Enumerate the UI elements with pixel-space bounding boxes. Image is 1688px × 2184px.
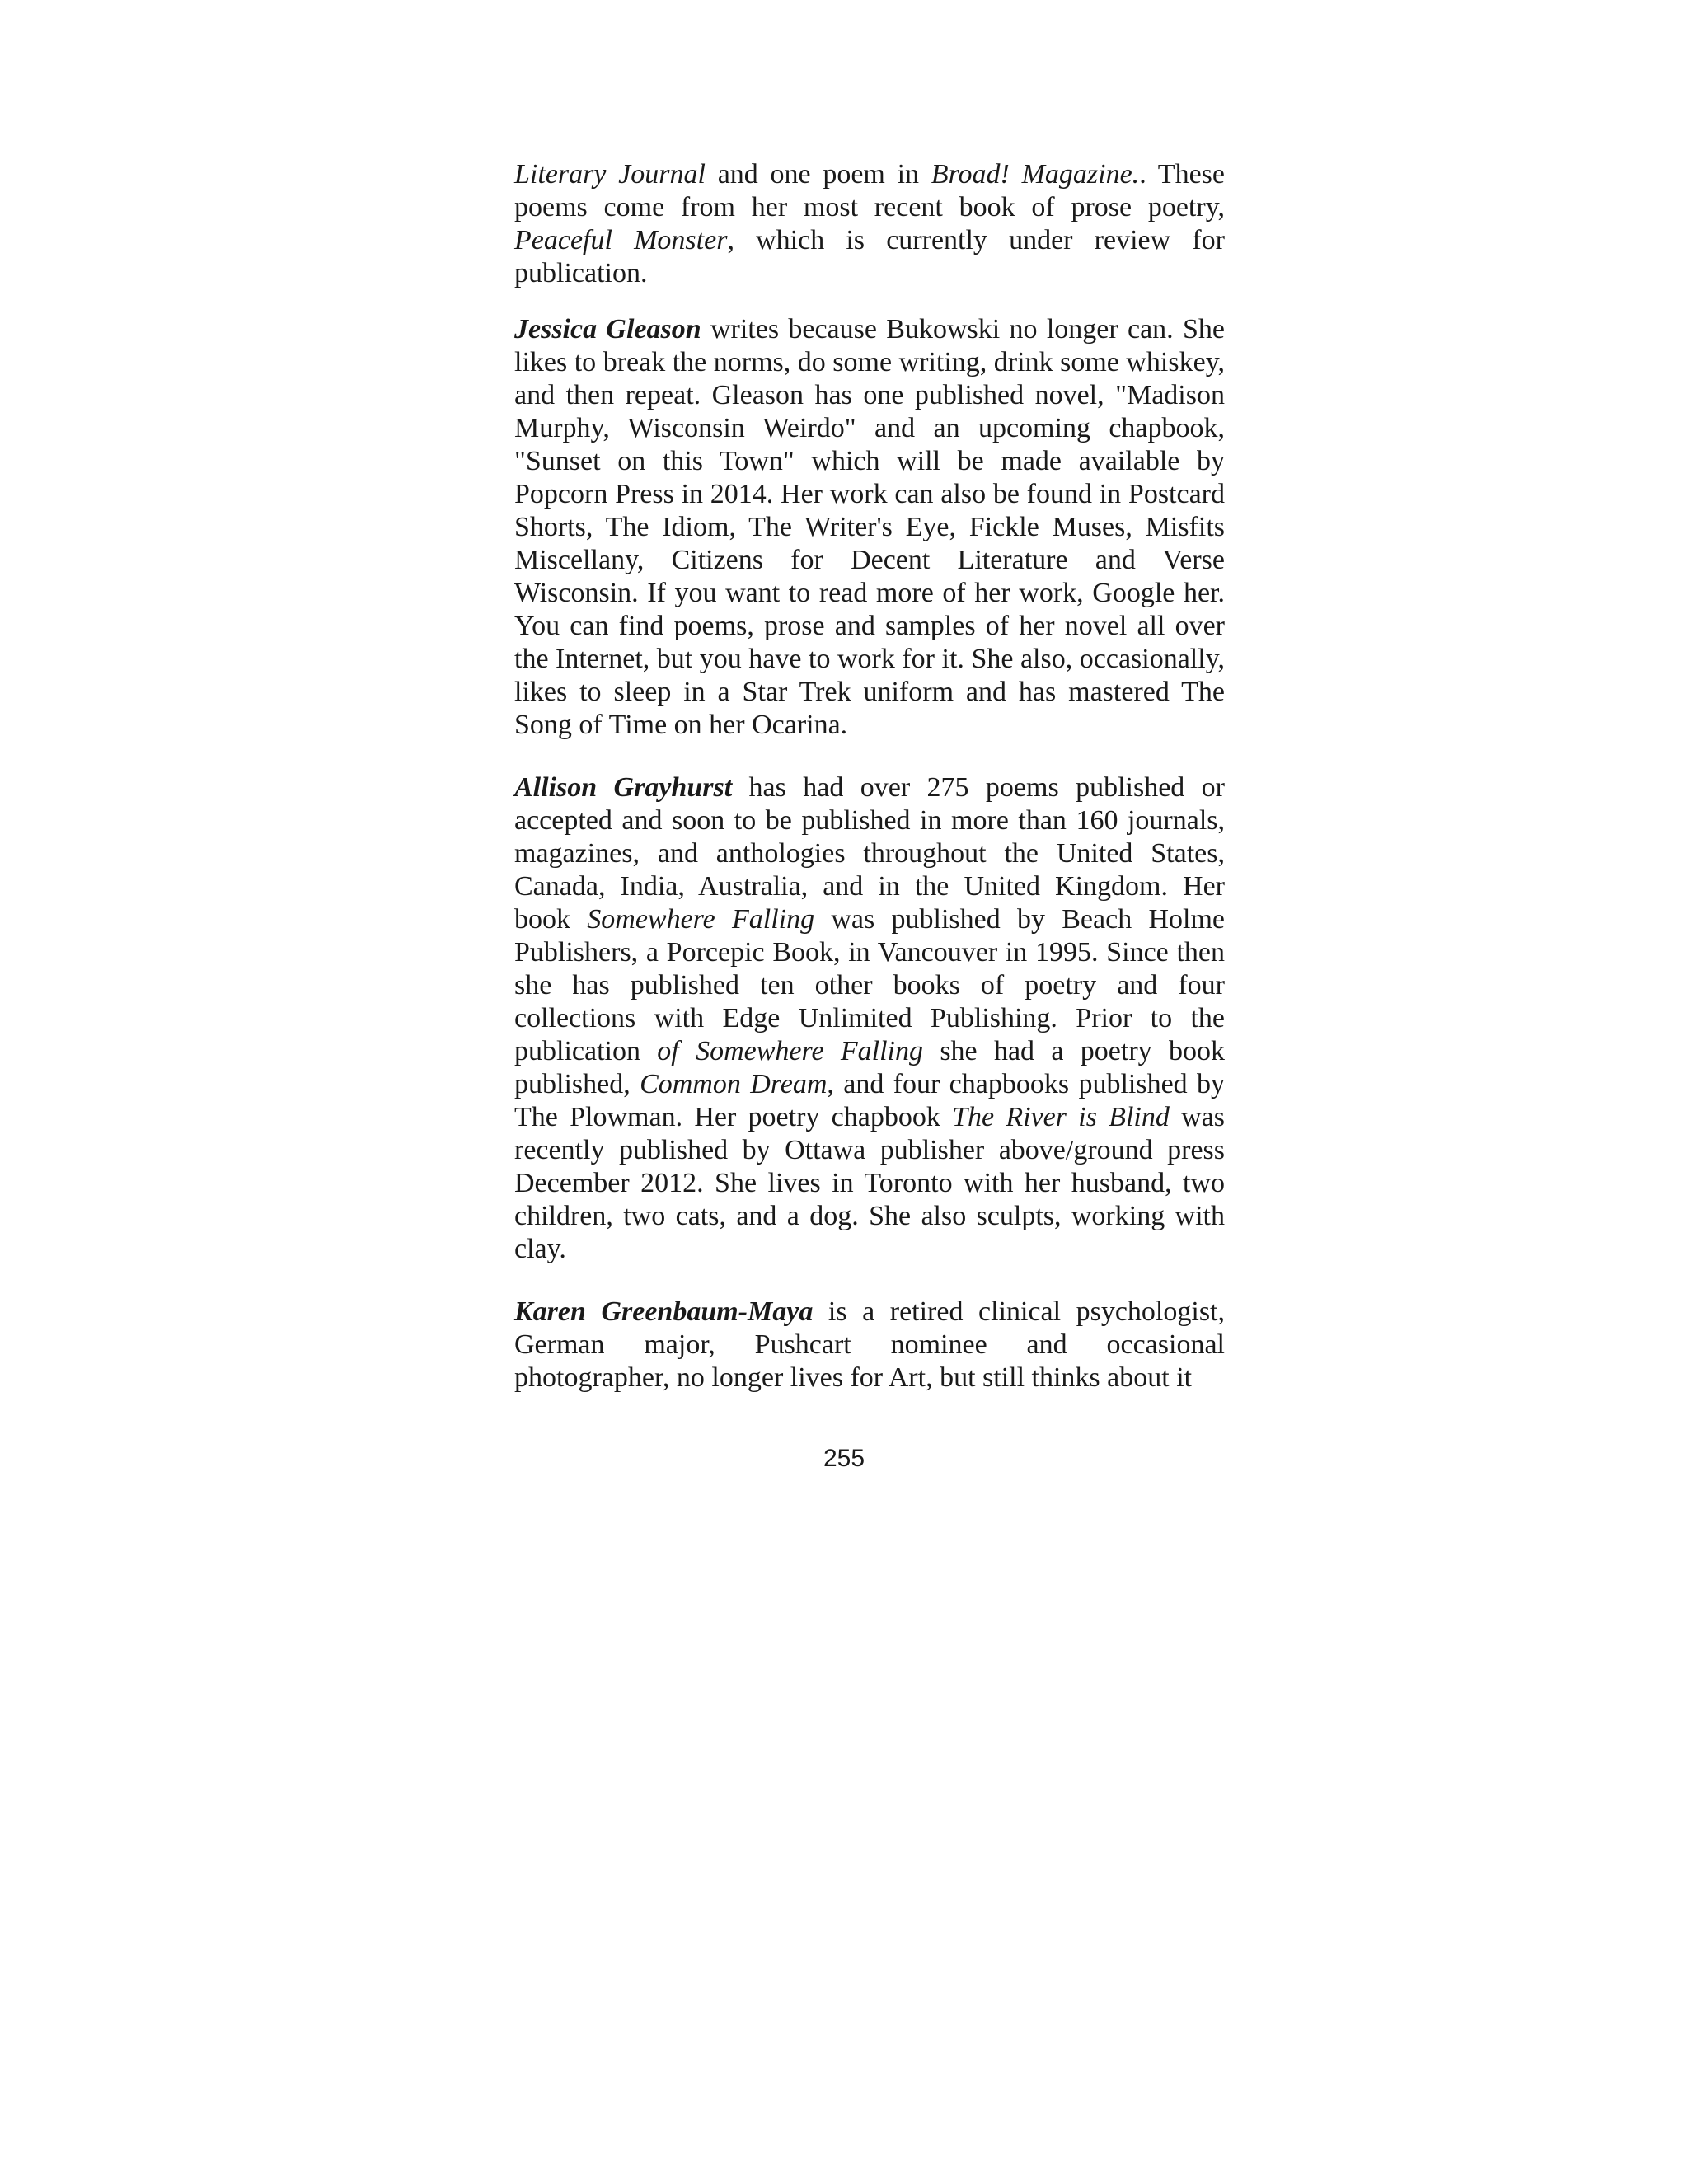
italic-title: Broad! Magazine.: [931, 159, 1140, 190]
text-run: , and four chapbooks published by The Plowman. Her poetry chapbook: [514, 1069, 1226, 1132]
bio-jessica-gleason: [514, 313, 1225, 742]
page-number: 255: [823, 1445, 865, 1472]
bio-karen-greenbaum-maya: [514, 1296, 1225, 1394]
italic-title: of Somewhere Falling: [657, 1036, 923, 1066]
paragraph-continuation: [514, 158, 1225, 290]
author-name: Karen Greenbaum-Maya: [514, 1296, 814, 1327]
text-run: was published by Beach Holme Publishers, a Porcepic Book, in Vancouver in 1995. Since then she has published ten other books of poetry and four collections with Edge Unlimited Publishing. Prior to the publication: [514, 904, 1225, 1066]
text-run: was recently published by Ottawa publisher above/ground press December 2012. She lives in Toronto with her husband, two children, two cats, and a dog. She also sculpts, working with clay.: [514, 1102, 1225, 1264]
text-run: has had over 275 poems published or accepted and soon to be published in more than 160 journals, magazines, and anthologies throughout the United States, Canada, India, Australia, and in the United Kingdom. Her book: [514, 772, 1225, 935]
text-run: and one poem in: [705, 159, 931, 190]
author-name: Jessica Gleason: [514, 314, 701, 344]
italic-title: The River is Blind: [952, 1102, 1170, 1132]
text-run: writes because Bukowski no longer can. She likes to break the norms, do some writing, drink some whiskey, and then repeat. Gleason has one published novel, "Madison Murphy, Wisconsin Weirdo" and an upcoming chapbook, "Sunset on this Town" which will be made available by Popcorn Press in 2014. Her work can also be found in Postcard Shorts, The Idiom, The Writer's Eye, Fickle Muses, Misfits Miscellany, Citizens for Decent Literature and Verse Wisconsin. If you want to read more of her work, Google her. You can find poems, prose and samples of her novel all over the Internet, but you have to work for it. She also, occasionally, likes to sleep in a Star Trek uniform and has mastered The Song of Time on her Ocarina.: [514, 314, 1225, 740]
italic-title: Peaceful Monster: [514, 225, 728, 255]
italic-title: Literary Journal: [514, 159, 706, 190]
body-text: [514, 158, 1225, 1424]
italic-title: Common Dream: [640, 1069, 828, 1099]
italic-title: Somewhere Falling: [587, 904, 815, 935]
bio-allison-grayhurst: [514, 771, 1225, 1266]
text-run: . These poems come from her most recent book of prose poetry,: [514, 159, 1225, 223]
author-name: Allison Grayhurst: [514, 772, 733, 803]
text-run: , which is currently under review for publication.: [514, 225, 1225, 288]
text-run: is a retired clinical psychologist, German major, Pushcart nominee and occasional photographer, no longer lives for Art, but still thinks about it: [514, 1296, 1226, 1393]
text-run: she had a poetry book published,: [514, 1036, 1225, 1099]
